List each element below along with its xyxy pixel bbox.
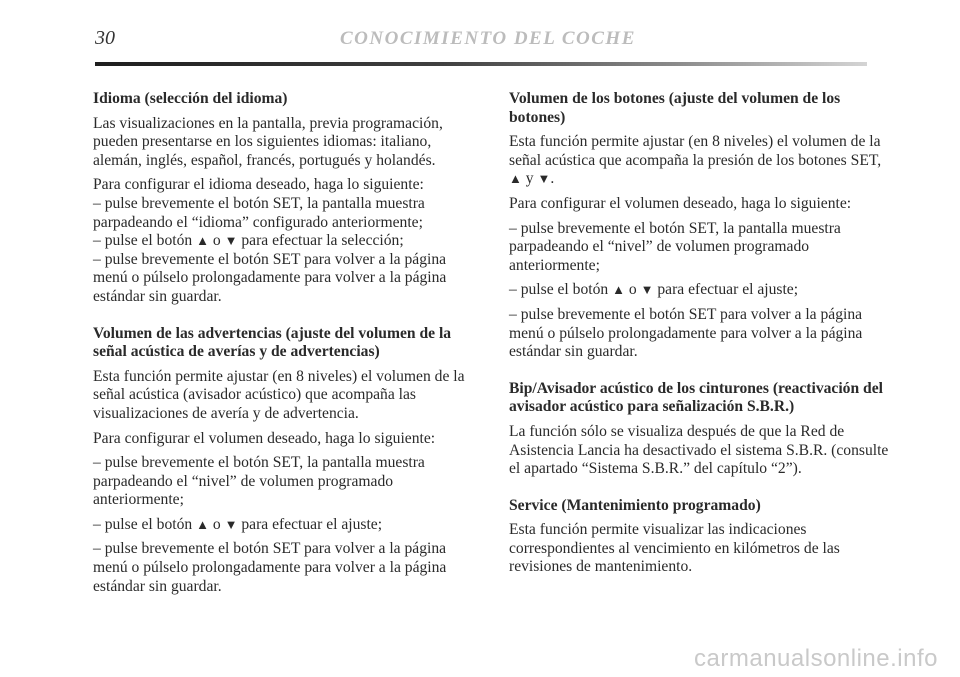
paragraph: Las visualizaciones en la pantalla, previa programación, pueden presentarse en los siguientes idiomas: italiano, alemán, inglés, español, francés, portugués y holandés. (93, 114, 443, 169)
paragraph (509, 133, 894, 189)
section-idioma (93, 90, 478, 307)
left-column (93, 90, 478, 614)
paragraph: Esta función permite visualizar las indicaciones correspondientes al vencimiento en kilómetros de las revisiones de mantenimiento. (509, 521, 840, 576)
down-triangle-icon: ▼ (640, 282, 654, 298)
text: – pulse el botón (509, 281, 609, 299)
text: Esta función permite ajustar (en 8 niveles) el volumen de la señal acústica que acompaña la presión de los botones SET, (509, 133, 882, 169)
text: o (628, 281, 637, 299)
text: para efectuar la selección; (241, 232, 404, 250)
heading-service: Service (Mantenimiento programado) (509, 496, 761, 514)
paragraph: La función sólo se visualiza después de que la Red de Asistencia Lancia ha desactivado el sistema S.B.R. (consulte el apartado “Sistema S.B.R.” del capítulo “2”). (509, 422, 889, 478)
up-triangle-icon: ▲ (196, 516, 209, 532)
text: – pulse el botón (93, 515, 193, 533)
header-rule (95, 62, 867, 66)
paragraph: Para configurar el volumen deseado, haga lo siguiente: (93, 429, 436, 447)
paragraph: – pulse brevemente el botón SET, la pantalla muestra parpadeando el “idioma” configurado anteriormente; (93, 194, 425, 231)
paragraph: Esta función permite ajustar (en 8 niveles) el volumen de la señal acústica (avisador acústico) que acompaña las visualizaciones de avería y de advertencia. (93, 367, 465, 422)
paragraph: – pulse brevemente el botón SET para volver a la página menú o púlselo prolongadamente para volver a la página estándar sin guardar. (509, 305, 863, 361)
paragraph: – pulse brevemente el botón SET para volver a la página menú o púlselo prolongadamente para volver a la página estándar sin guardar. (93, 540, 447, 595)
section-botones (509, 90, 894, 362)
down-triangle-icon: ▼ (537, 171, 551, 187)
paragraph: – pulse brevemente el botón SET para volver a la página menú o púlselo prolongadamente para volver a la página estándar sin guardar. (93, 250, 447, 305)
watermark: carmanualsonline.info (694, 645, 938, 672)
section-cinturones (509, 380, 894, 479)
section-advertencias (93, 325, 478, 597)
heading-idioma: Idioma (selección del idioma) (93, 90, 288, 107)
section-title: CONOCIMIENTO DEL COCHE (340, 28, 636, 49)
paragraph (93, 516, 478, 535)
paragraph (93, 232, 478, 251)
paragraph: Para configurar el idioma deseado, haga lo siguiente: (93, 176, 424, 194)
section-service (509, 497, 894, 577)
text: – pulse el botón (93, 232, 193, 250)
paragraph (509, 281, 894, 300)
up-triangle-icon: ▲ (196, 233, 209, 249)
paragraph: – pulse brevemente el botón SET, la pantalla muestra parpadeando el “nivel” de volumen programado anteriormente; (93, 454, 425, 509)
text: y (525, 170, 534, 188)
page-number: 30 (95, 27, 115, 49)
paragraph: – pulse brevemente el botón SET, la pantalla muestra parpadeando el “nivel” de volumen programado anteriormente; (509, 219, 841, 274)
up-triangle-icon: ▲ (509, 171, 522, 187)
heading-botones: Volumen de los botones (ajuste del volumen de los botones) (509, 90, 841, 126)
heading-cinturones: Bip/Avisador acústico de los cinturones (reactivación del avisador acústico para señalización S.B.R.) (509, 379, 883, 416)
text: . (550, 170, 555, 188)
text: o (212, 515, 221, 533)
right-column (509, 90, 894, 595)
text: para efectuar el ajuste; (241, 515, 383, 533)
text: para efectuar el ajuste; (657, 281, 799, 299)
heading-advertencias: Volumen de las advertencias (ajuste del volumen de la señal acústica de averías y de advertencias) (93, 324, 452, 361)
down-triangle-icon: ▼ (224, 516, 238, 532)
paragraph: Para configurar el volumen deseado, haga lo siguiente: (509, 194, 852, 212)
down-triangle-icon: ▼ (224, 233, 238, 249)
up-triangle-icon: ▲ (612, 282, 625, 298)
text: o (212, 232, 221, 250)
page-header (0, 0, 960, 70)
